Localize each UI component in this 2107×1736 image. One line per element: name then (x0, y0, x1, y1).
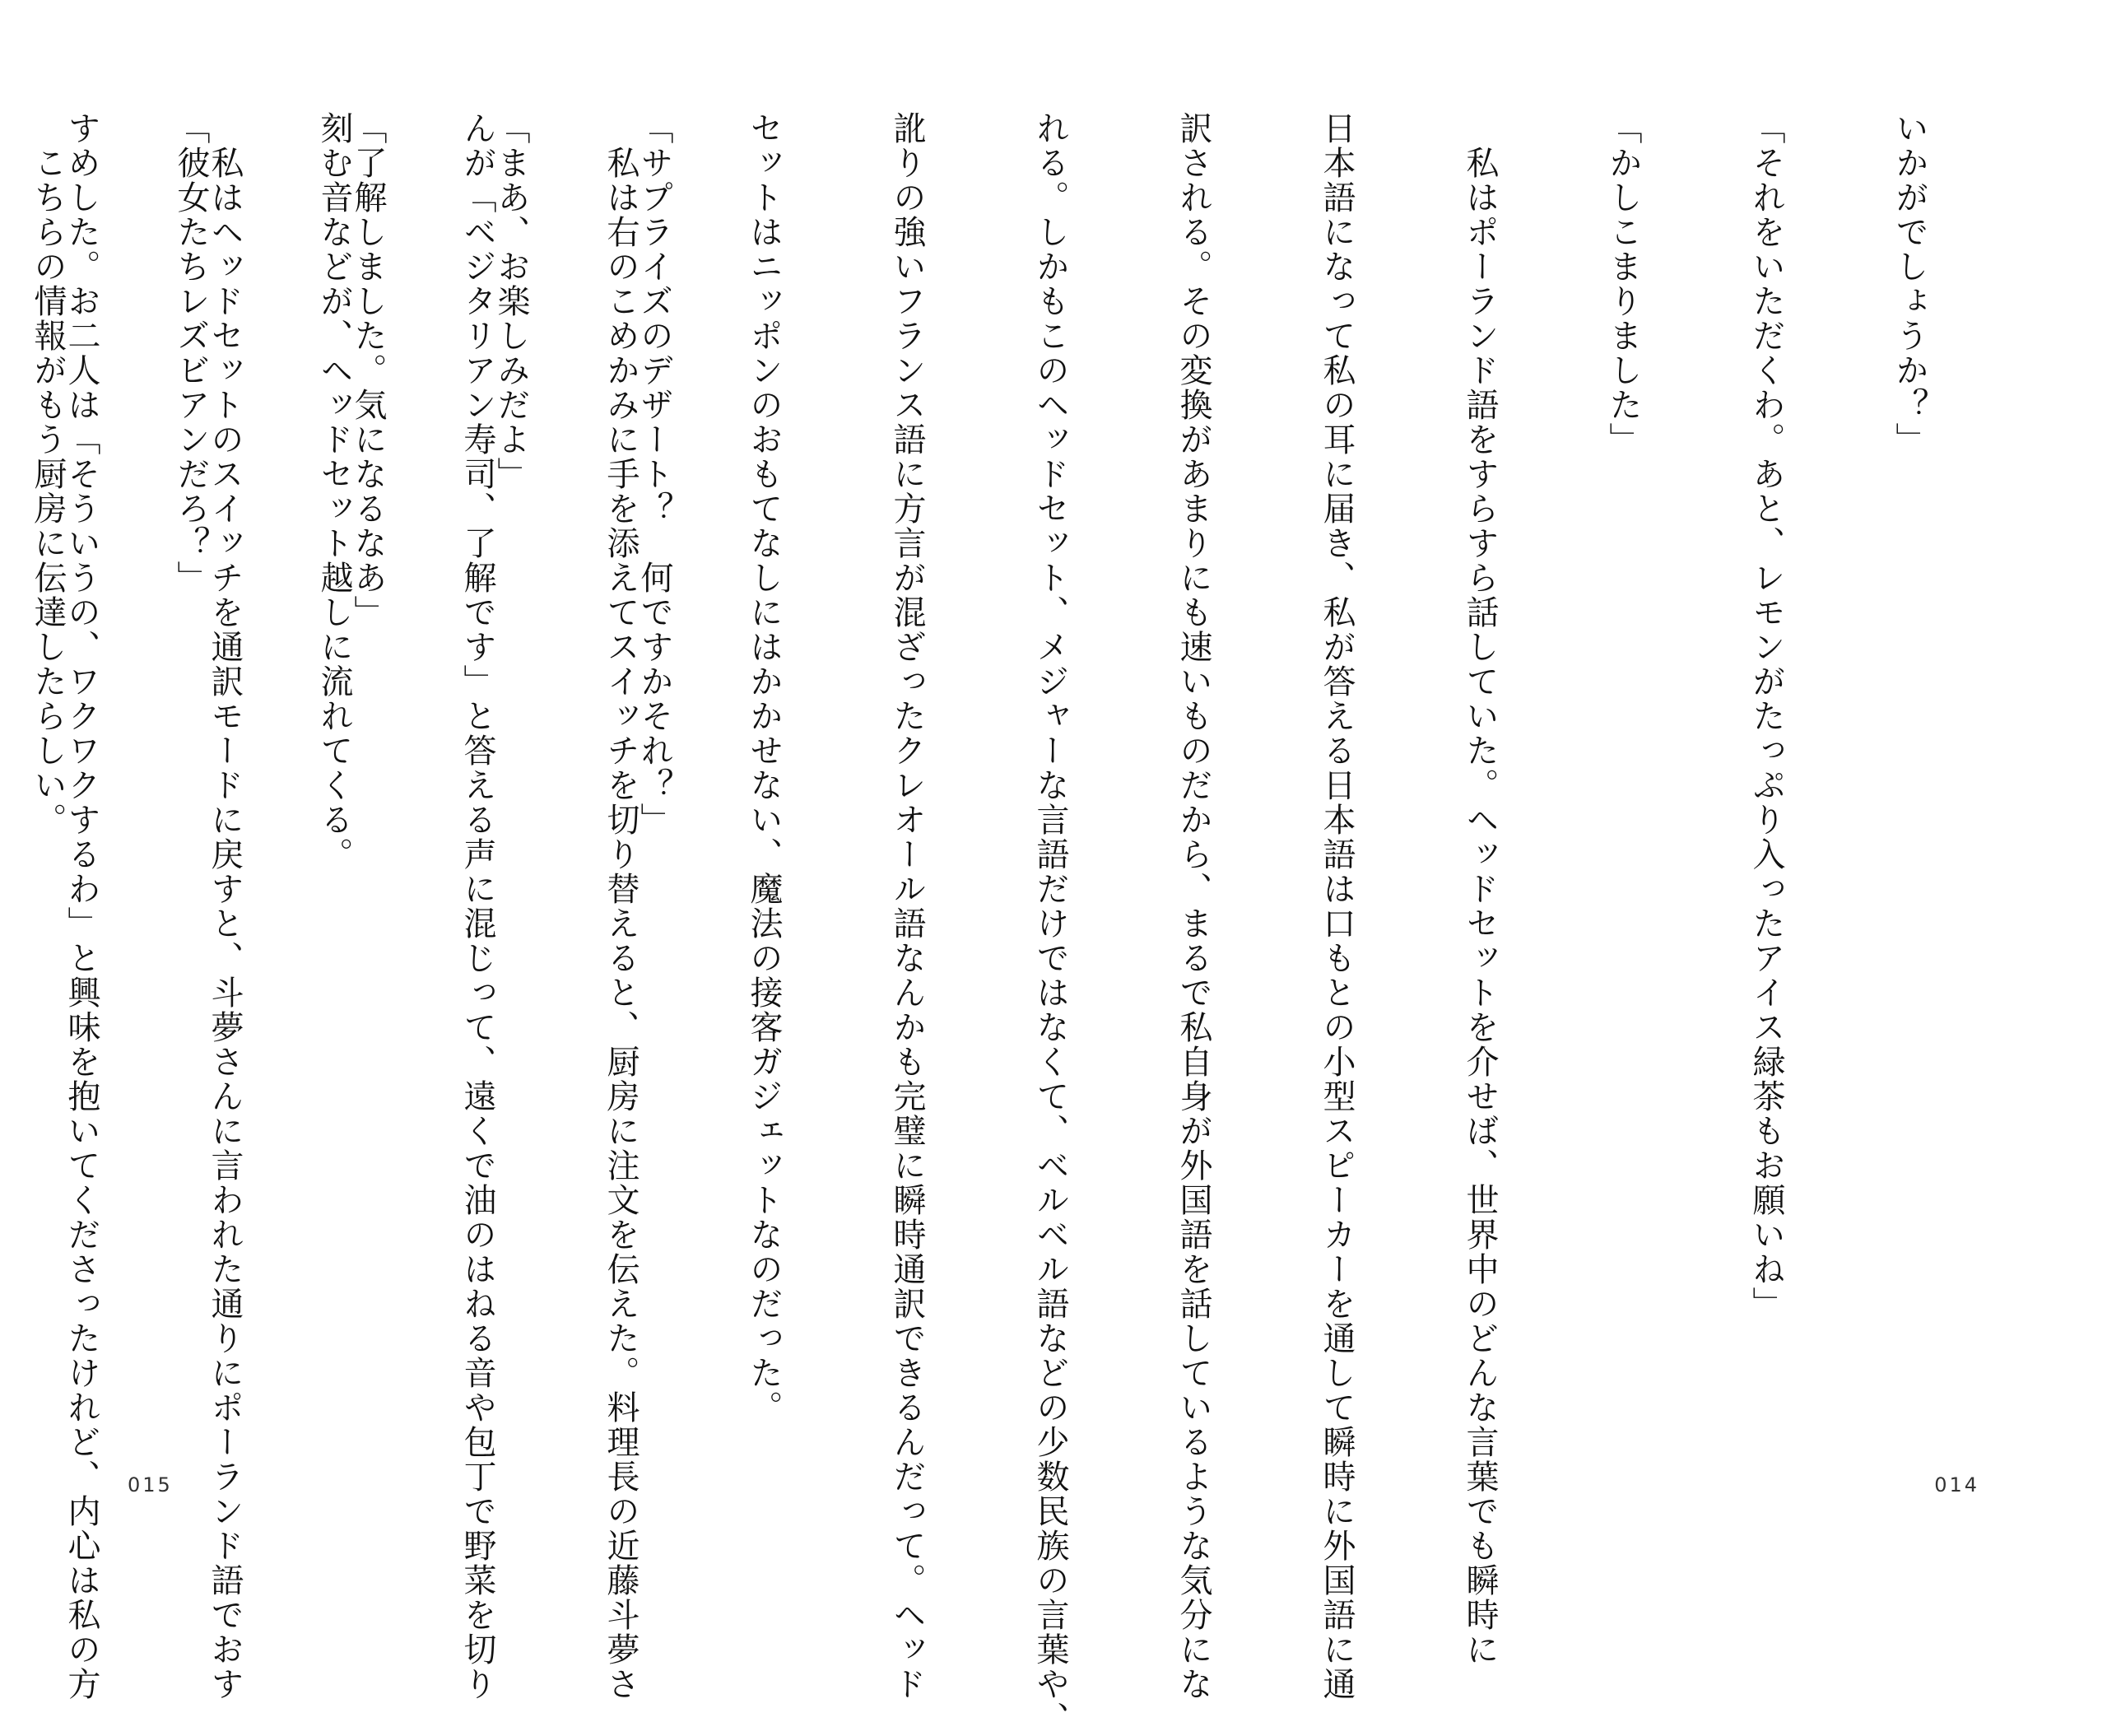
text-line: れる。しかもこのヘッドセット、メジャーな言語だけではなくて、ベルベル語などの少数民族の言葉や、 (1031, 111, 1069, 1736)
text-line: 私はポーランド語をすらすら話していた。ヘッドセットを介せば、世界中のどんな言葉でも瞬時に (1461, 111, 1499, 1667)
text-line: んが「ベジタリアン寿司、了解です」と答える声に混じって、遠くで油のはねる音や包丁で野菜を切り (458, 111, 496, 1701)
page-number: 015 (128, 1473, 173, 1496)
text-line: 「サプライズのデザート？ 何ですかそれ？」 (635, 111, 673, 837)
text-line: 「彼女たちレズビアンだろ？」 (172, 111, 210, 595)
text-line: 訳される。その変換があまりにも速いものだから、まるで私自身が外国語を話しているような気分にな (1174, 111, 1212, 1701)
text-line: 私は右のこめかみに手を添えてスイッチを切り替えると、厨房に注文を伝えた。料理長の近藤斗夢さ (602, 111, 640, 1701)
text-line: いかがでしょうか？」 (1891, 111, 1928, 457)
text-line: 刻む音などが、ヘッドセット越しに流れてくる。 (315, 111, 353, 872)
page-number: 014 (1934, 1473, 1979, 1496)
text-line: 訛りの強いフランス語に方言が混ざったクレオール語なんかも完璧に瞬時通訳できるんだって。ヘッド (888, 111, 926, 1701)
text-line: 日本語になって私の耳に届き、私が答える日本語は口もとの小型スピーカーを通して瞬時に外国語に通 (1318, 111, 1356, 1701)
text-line: こちらの情報がもう厨房に伝達したらしい。 (29, 111, 67, 837)
text-line: 「それをいただくわ。あと、レモンがたっぷり入ったアイス緑茶もお願いね」 (1747, 111, 1785, 1321)
text-line: すめした。お二人は「そういうの、ワクワクするわ」と興味を抱いてくださったけれど、内心は私の方 (63, 111, 100, 1701)
text-line: 「了解しました。気になるなあ」 (349, 111, 387, 630)
text-line: 「かしこまりました」 (1604, 111, 1642, 457)
text-line: 私はヘッドセットのスイッチを通訳モードに戻すと、斗夢さんに言われた通りにポーランド語でおす (206, 111, 244, 1701)
text-line: セットはニッポンのおもてなしにはかかせない、魔法の接客ガジェットなのだった。 (745, 111, 783, 1425)
text-line: 「まあ、お楽しみだよ」 (492, 111, 530, 491)
